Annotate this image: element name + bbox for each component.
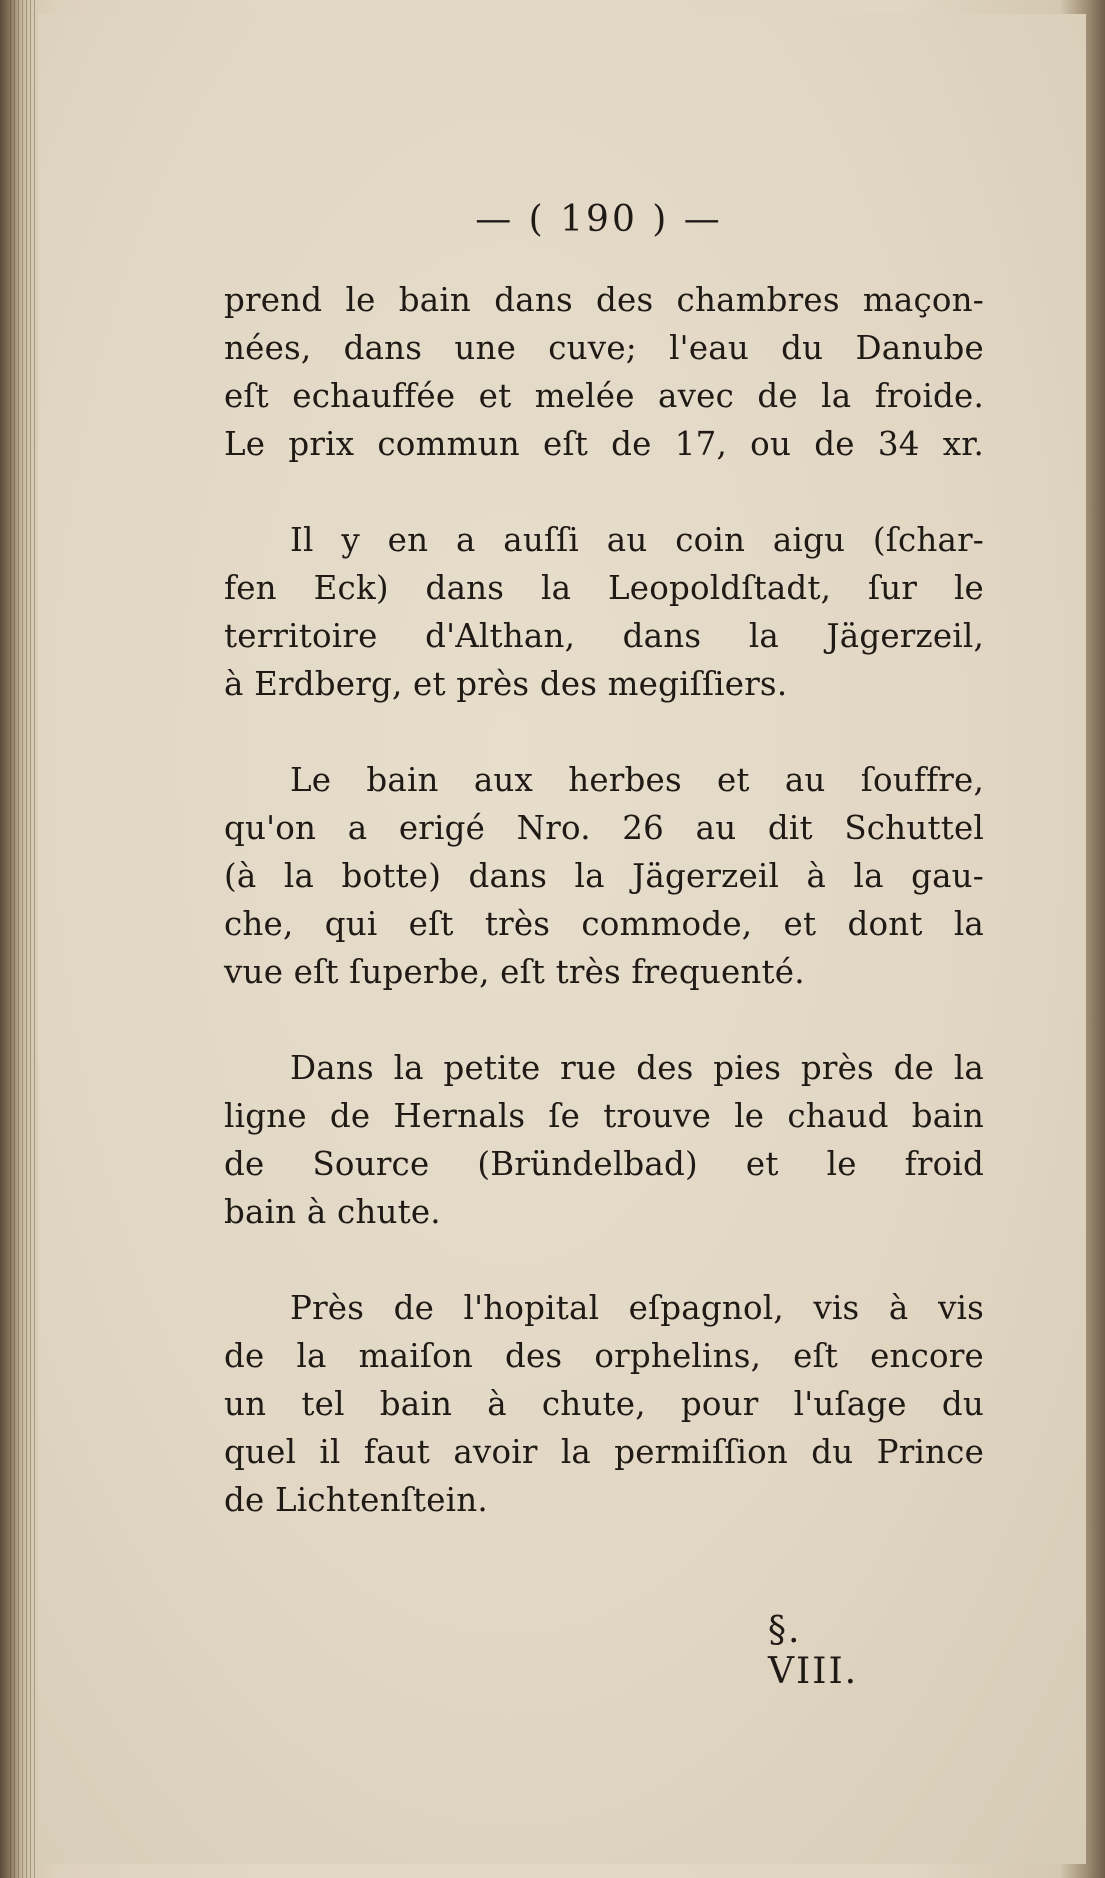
text-line: bain à chute.: [224, 1193, 441, 1231]
text-line: Dans la petite rue des pies près de la: [290, 1049, 984, 1087]
text-line: fen Eck) dans la Leopoldſtadt, ſur le: [224, 569, 984, 607]
text-line: de la maiſon des orphelins, eſt encore: [224, 1337, 984, 1375]
book-page-edges: [10, 0, 38, 1878]
text-line: vue eſt ſuperbe, eſt très frequenté.: [224, 953, 805, 991]
text-line: Le prix commun eſt de 17, ou de 34 xr.: [224, 425, 984, 463]
text-line: Près de l'hopital eſpagnol, vis à vis: [290, 1289, 984, 1327]
text-line: Il y en a auſſi au coin aigu (ſchar-: [290, 521, 984, 559]
page-number-header: — ( 190 ) —: [475, 199, 723, 240]
text-line: che, qui eſt très commode, et dont la: [224, 905, 984, 943]
paragraph-2: [224, 516, 984, 708]
text-line: quel il faut avoir la permiſſion du Prince: [224, 1433, 984, 1471]
page-text: [224, 190, 984, 1524]
text-line: qu'on a erigé Nro. 26 au dit Schuttel: [224, 809, 984, 847]
text-line: Le bain aux herbes et au ſouffre,: [290, 761, 984, 799]
text-line: eſt echauffée et melée avec de la froide.: [224, 377, 984, 415]
text-line: nées, dans une cuve; l'eau du Danube: [224, 329, 984, 367]
paragraph-1: [224, 276, 984, 468]
text-line: à Erdberg, et près des megiſſiers.: [224, 665, 788, 703]
paragraph-3: [224, 756, 984, 996]
paragraph-4: [224, 1044, 984, 1236]
text-line: de Lichtenſtein.: [224, 1481, 488, 1519]
section-heading: §. VIII.: [768, 1610, 859, 1692]
text-line: territoire d'Althan, dans la Jägerzeil,: [224, 617, 984, 655]
text-line: de Source (Bründelbad) et le froid: [224, 1145, 984, 1183]
paragraph-5: [224, 1284, 984, 1524]
text-line: un tel bain à chute, pour l'uſage du: [224, 1385, 984, 1423]
text-line: ligne de Hernals ſe trouve le chaud bain: [224, 1097, 984, 1135]
text-line: (à la botte) dans la Jägerzeil à la gau-: [224, 857, 984, 895]
text-line: prend le bain dans des chambres maçon-: [224, 281, 984, 319]
